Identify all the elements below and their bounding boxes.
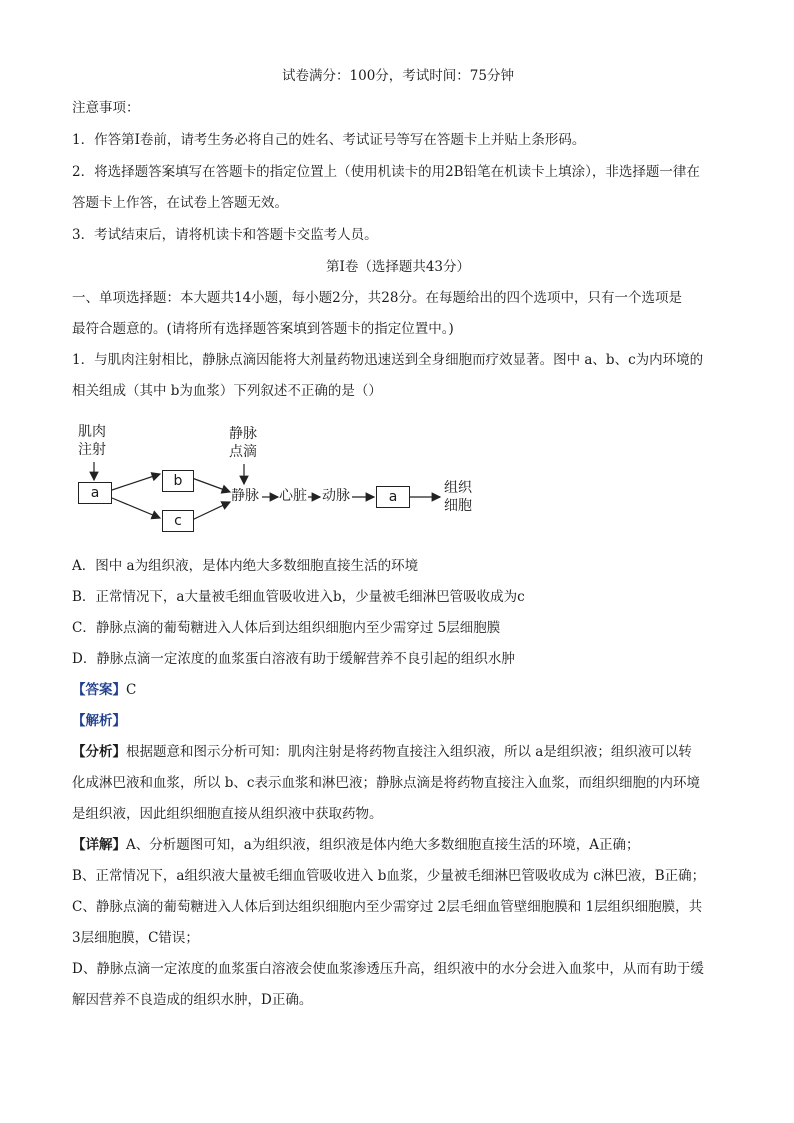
xiangjie-line-5: D、静脉点滴一定浓度的血浆蛋白溶液会使血浆渗透压升高，组织液中的水分会进入血浆中，从而有助于缓 (72, 961, 704, 977)
xiangjie-line-4: 3层细胞膜，C错误； (72, 930, 199, 946)
section-intro-2: 最符合题意的。(请将所有选择题答案填到答题卡的指定位置中。) (72, 321, 454, 337)
xiangjie-line-2: B、正常情况下，a组织液大量被毛细血管吸收进入 b血浆，少量被毛细淋巴管吸收成为 c淋巴液，B正确； (72, 868, 706, 884)
notice-title: 注意事项： (72, 100, 140, 116)
notice-1: 1．作答第Ⅰ卷前，请考生务必将自己的姓名、考试证号等写在答题卡上并贴上条形码。 (72, 132, 586, 148)
fenxi-line-2: 化成淋巴液和血浆，所以 b、c表示血浆和淋巴液；静脉点滴是将药物直接注入血浆，而组织细胞的内环境 (72, 775, 700, 791)
section-title: 第Ⅰ卷（选择题共43分） (325, 259, 470, 275)
label-cell: 细胞 (444, 498, 472, 514)
answer-value: C (126, 682, 137, 698)
question-stem-1: 1．与肌肉注射相比，静脉点滴因能将大剂量药物迅速送到全身细胞而疗效显著。图中 a、b、c为内环境的 (72, 352, 704, 368)
box-a-tissue: a (376, 486, 410, 508)
option-a: A．图中 a为组织液，是体内绝大多数细胞直接生活的环境 (72, 558, 419, 574)
analysis-line (72, 711, 126, 731)
arrow-b-to-vein (192, 478, 230, 492)
label-iv: 静脉 (229, 426, 257, 442)
arrow-a-to-b (112, 474, 160, 490)
fenxi-text-1: 根据题意和图示分析可知：肌肉注射是将药物直接注入组织液，所以 a是组织液；组织液可以转 (126, 744, 692, 760)
section-intro-1: 一、单项选择题：本大题共14小题，每小题2分，共28分。在每题给出的四个选项中，只有一个选项是 (72, 290, 682, 306)
notice-2-cont: 答题卡上作答，在试卷上答题无效。 (72, 195, 288, 211)
fenxi-line-1 (72, 742, 692, 762)
body-fluid-diagram (72, 420, 492, 540)
fenxi-line-3: 是组织液，因此组织细胞直接从组织液中获取药物。 (72, 806, 383, 822)
xiangjie-text-1: A、分析题图可知，a为组织液，组织液是体内绝大多数细胞直接生活的环境，A正确； (126, 837, 640, 853)
notice-3: 3．考试结束后，请将机读卡和答题卡交监考人员。 (72, 227, 378, 243)
analysis-tag: 【解析】 (72, 713, 126, 729)
arrow-c-to-vein (192, 502, 230, 520)
label-tissue: 组织 (444, 480, 472, 496)
label-artery: 动脉 (322, 488, 350, 504)
diagram-arrows (72, 420, 492, 540)
notice-2: 2．将选择题答案填写在答题卡的指定位置上（使用机读卡的用2B铅笔在机读卡上填涂），非选择题一律在 (72, 164, 700, 180)
exam-info: 试卷满分：100分，考试时间：75分钟 (282, 68, 514, 84)
box-b: b (162, 470, 194, 492)
xiangjie-line-3: C、静脉点滴的葡萄糖进入人体后到达组织细胞内至少需穿过 2层毛细血管壁细胞膜和 1层组织细胞膜，共 (72, 899, 703, 915)
answer-tag: 【答案】 (72, 682, 126, 698)
label-muscle: 肌肉 (78, 424, 106, 440)
option-d: D．静脉点滴一定浓度的血浆蛋白溶液有助于缓解营养不良引起的组织水肿 (72, 651, 515, 667)
option-b: B．正常情况下，a大量被毛细血管吸收进入b，少量被毛细淋巴管吸收成为c (72, 589, 525, 605)
box-c: c (162, 510, 194, 532)
box-a: a (78, 482, 112, 504)
label-injection: 注射 (78, 442, 106, 458)
label-drip: 点滴 (229, 444, 257, 460)
question-stem-2: 相关组成（其中 b为血浆）下列叙述不正确的是（） (72, 383, 382, 399)
xiangjie-line-1 (72, 835, 640, 855)
fenxi-tag: 【分析】 (72, 744, 126, 760)
label-vein: 静脉 (231, 488, 259, 504)
label-heart: 心脏 (279, 488, 307, 504)
xiangjie-tag: 【详解】 (72, 837, 126, 853)
arrow-a-to-c (112, 498, 160, 518)
xiangjie-line-6: 解因营养不良造成的组织水肿，D正确。 (72, 992, 313, 1008)
answer-line (72, 680, 136, 700)
option-c: C．静脉点滴的葡萄糖进入人体后到达组织细胞内至少需穿过 5层细胞膜 (72, 620, 501, 636)
